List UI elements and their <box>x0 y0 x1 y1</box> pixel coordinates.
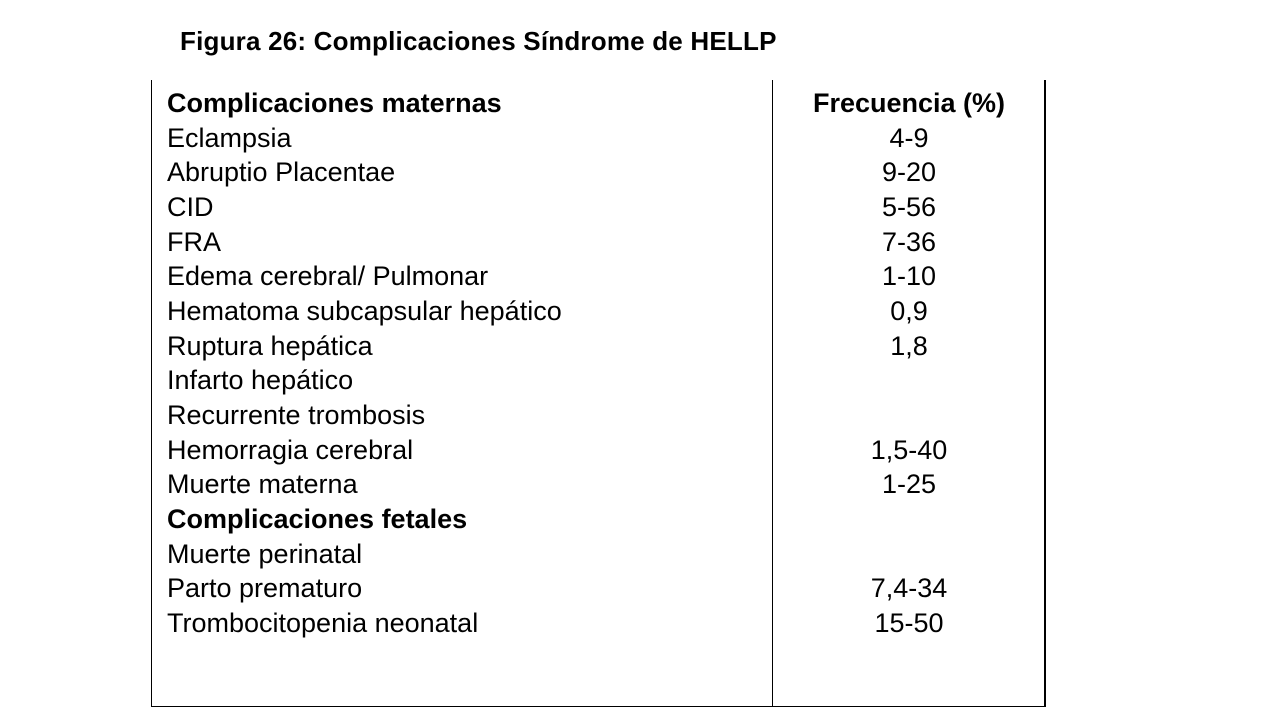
row-name: Abruptio Placentae <box>167 157 396 188</box>
row-name: CID <box>167 191 214 222</box>
table-row <box>151 572 1045 607</box>
row-frequency: 5-56 <box>881 191 937 222</box>
table-header-row <box>151 86 1045 121</box>
table-row <box>151 155 1045 190</box>
row-frequency: 7,4-34 <box>870 573 948 604</box>
table-row <box>151 537 1045 572</box>
row-name: Recurrente trombosis <box>167 400 426 431</box>
complications-table <box>151 80 1045 707</box>
figure-title: Figura 26: Complicaciones Síndrome de HELLP <box>180 26 777 56</box>
table-bottom-border <box>151 706 1046 707</box>
row-frequency: 1,8 <box>890 330 928 361</box>
row-name: Ruptura hepática <box>167 330 373 361</box>
row-name: Hemorragia cerebral <box>167 434 414 465</box>
row-frequency: 0,9 <box>890 295 928 326</box>
row-frequency: 15-50 <box>874 608 944 639</box>
table-row <box>151 364 1045 399</box>
row-name: Parto prematuro <box>167 573 363 604</box>
row-name: Muerte perinatal <box>167 538 363 569</box>
table-rows <box>151 86 1045 641</box>
row-name: Muerte materna <box>167 469 358 500</box>
table-row <box>151 190 1045 225</box>
table-row <box>151 606 1045 641</box>
table-row <box>151 121 1045 156</box>
fetal-section-header-row <box>151 502 1045 537</box>
row-name: Hematoma subcapsular hepático <box>167 295 562 326</box>
table-row <box>151 433 1045 468</box>
header-complicaciones-maternas: Complicaciones maternas <box>167 87 502 118</box>
row-name: Infarto hepático <box>167 365 354 396</box>
header-complicaciones-fetales: Complicaciones fetales <box>167 504 468 535</box>
row-frequency: 1,5-40 <box>870 434 948 465</box>
row-name: FRA <box>167 226 221 257</box>
row-name: Edema cerebral/ Pulmonar <box>167 261 489 292</box>
row-frequency: 7-36 <box>881 226 937 257</box>
row-frequency: 1-10 <box>881 261 937 292</box>
row-frequency: 1-25 <box>881 469 937 500</box>
table-row <box>151 398 1045 433</box>
table-row <box>151 329 1045 364</box>
table-row <box>151 468 1045 503</box>
header-frecuencia: Frecuencia (%) <box>812 87 1006 118</box>
table-row <box>151 259 1045 294</box>
table-row <box>151 294 1045 329</box>
row-frequency: 9-20 <box>881 157 937 188</box>
row-name: Trombocitopenia neonatal <box>167 608 479 639</box>
row-frequency: 4-9 <box>889 122 929 153</box>
row-name: Eclampsia <box>167 122 292 153</box>
table-row <box>151 225 1045 260</box>
